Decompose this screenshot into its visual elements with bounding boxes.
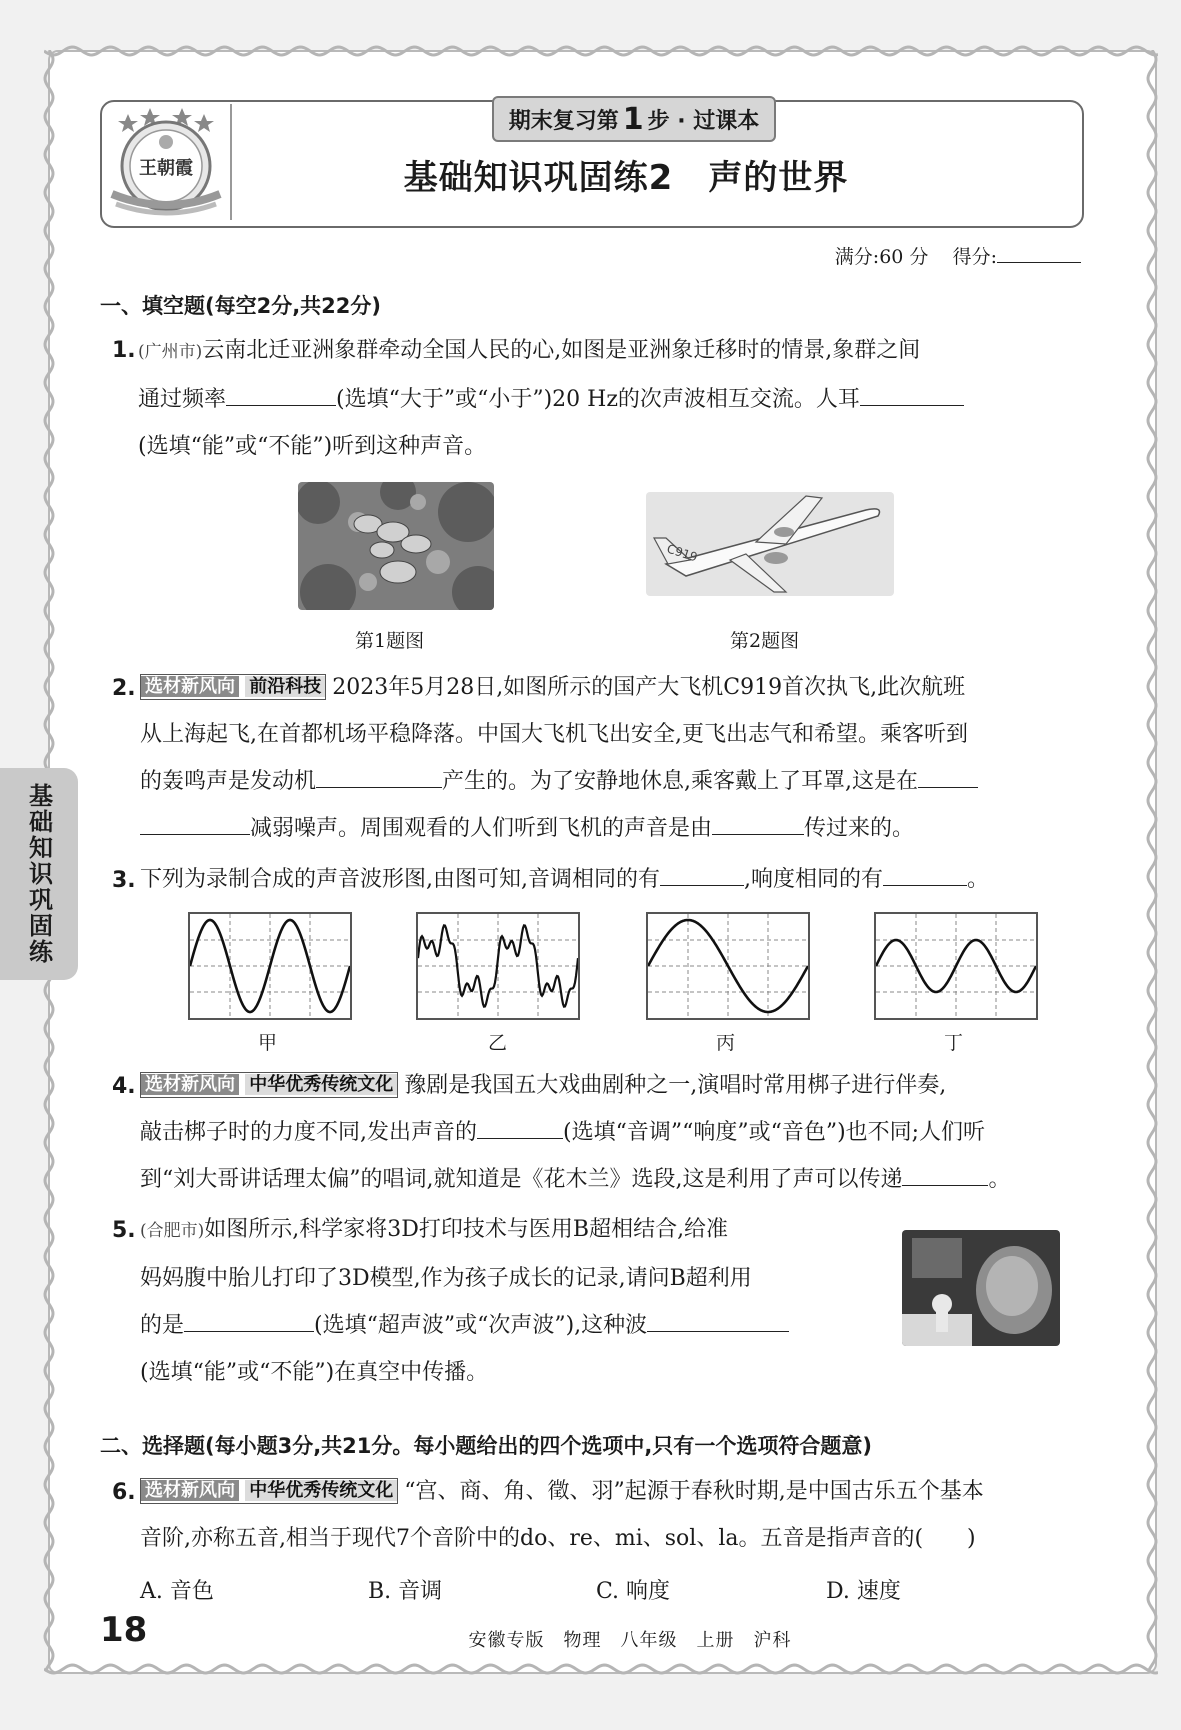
q1-number: 1. xyxy=(112,338,136,363)
q2-line1: 2023年5月28日,如图所示的国产大飞机C919首次执飞,此次航班 xyxy=(332,675,966,700)
q4-tag-topic: 中华优秀传统文化 xyxy=(245,1074,397,1095)
q2-tag xyxy=(140,674,326,700)
wave-label-ding: 丁 xyxy=(944,1032,964,1054)
section-1-heading: 一、填空题(每空2分,共22分) xyxy=(100,294,382,318)
q1-blank-1[interactable] xyxy=(226,381,336,406)
q6-tag-label: 选材新风向 xyxy=(141,1480,239,1501)
q1-line2a: 通过频率 xyxy=(138,387,227,412)
q2-tag-label: 选材新风向 xyxy=(141,676,239,697)
waveform-ding xyxy=(874,912,1038,1020)
q2-blank-1[interactable] xyxy=(316,763,442,788)
wave-label-jia: 甲 xyxy=(258,1032,278,1054)
waveform-jia xyxy=(188,912,352,1020)
step-prefix: 期末复习第 xyxy=(508,108,619,134)
q5-source: (合肥市) xyxy=(140,1221,205,1241)
waveform-bing xyxy=(646,912,810,1020)
plane-registration-text: C919 xyxy=(665,541,700,565)
q6-tag-topic: 中华优秀传统文化 xyxy=(245,1480,397,1501)
question-5 xyxy=(140,1206,900,1396)
score-line xyxy=(835,242,1081,269)
q2-line4a: 减弱噪声。周围观看的人们听到飞机的声音是由 xyxy=(250,816,713,841)
q2-line3b: 产生的。为了安静地休息,乘客戴上了耳罩,这是在 xyxy=(442,769,919,794)
q1-blank-2[interactable] xyxy=(860,381,964,406)
question-4 xyxy=(140,1062,1090,1203)
option-a[interactable]: A. 音色 xyxy=(140,1579,214,1604)
logo-text: 王朝霞 xyxy=(139,158,193,179)
right-wave-border xyxy=(1145,50,1159,1670)
q4-blank-2[interactable] xyxy=(902,1161,988,1186)
q4-blank-1[interactable] xyxy=(477,1114,563,1139)
question-3 xyxy=(140,856,1090,903)
q5-line2: 妈妈腹中胎儿打印了3D模型,作为孩子成长的记录,请问B超利用 xyxy=(140,1266,752,1291)
question-1 xyxy=(138,327,1088,470)
bottom-wave-border xyxy=(44,1662,1158,1676)
q4-line1: 豫剧是我国五大戏曲剧种之一,演唱时常用梆子进行伴奏, xyxy=(404,1073,947,1098)
c919-airplane-photo xyxy=(646,492,894,596)
q4-line2a: 敲击梆子时的力度不同,发出声音的 xyxy=(140,1120,477,1145)
elephant-herd-photo xyxy=(298,482,494,610)
q2-tag-topic: 前沿科技 xyxy=(245,676,325,697)
q3-line1a: 下列为录制合成的声音波形图,由图可知,音调相同的有 xyxy=(140,867,660,892)
fig2-caption: 第2题图 xyxy=(730,630,800,652)
q5-line3b: (选填“超声波”或“次声波”),这种波 xyxy=(314,1313,648,1338)
q2-line3a: 的轰鸣声是发动机 xyxy=(140,769,317,794)
q4-line3b: 。 xyxy=(988,1167,1011,1192)
q2-number: 2. xyxy=(112,676,136,701)
q1-line3: (选填“能”或“不能”)听到这种声音。 xyxy=(138,434,487,459)
side-section-tab: 基础知识巩固练 xyxy=(0,768,78,980)
q4-tag-label: 选材新风向 xyxy=(141,1074,239,1095)
q2-line2: 从上海起飞,在首都机场平稳降落。中国大飞机飞出安全,更飞出志气和希望。乘客听到 xyxy=(140,722,968,747)
score-label: 得分: xyxy=(952,246,997,268)
q5-number: 5. xyxy=(112,1218,136,1243)
question-2 xyxy=(140,664,1090,852)
q4-line2b: (选填“音调”“响度”或“音色”)也不同;人们听 xyxy=(563,1120,986,1145)
q6-number: 6. xyxy=(112,1480,136,1505)
q5-line4: (选填“能”或“不能”)在真空中传播。 xyxy=(140,1360,489,1385)
question-6 xyxy=(140,1468,1090,1562)
q1-line1: 云南北迁亚洲象群牵动全国人民的心,如图是亚洲象迁移时的情景,象群之间 xyxy=(202,338,921,363)
fig1-caption: 第1题图 xyxy=(355,630,425,652)
q5-line1: 如图所示,科学家将3D打印技术与医用B超相结合,给准 xyxy=(204,1217,729,1242)
page-title: 基础知识巩固练2 声的世界 xyxy=(403,158,849,198)
q5-line3a: 的是 xyxy=(140,1313,185,1338)
q2-line4b: 传过来的。 xyxy=(804,816,915,841)
q5-blank-2[interactable] xyxy=(647,1307,789,1332)
q3-blank-2[interactable] xyxy=(883,861,967,886)
q4-line3a: 到“刘大哥讲话理太偏”的唱词,就知道是《花木兰》选段,这是利用了声可以传递 xyxy=(140,1167,903,1192)
step-tab xyxy=(492,96,776,142)
brand-logo-seal xyxy=(106,106,226,218)
full-score: 满分:60 分 xyxy=(834,246,929,268)
waveform-yi xyxy=(416,912,580,1020)
q6-tag xyxy=(140,1478,398,1504)
q2-blank-2a[interactable] xyxy=(918,763,978,788)
q2-blank-3[interactable] xyxy=(712,810,804,835)
option-c[interactable]: C. 响度 xyxy=(596,1579,671,1604)
q4-number: 4. xyxy=(112,1074,136,1099)
q6-line1: “宫、商、角、徵、羽”起源于春秋时期,是中国古乐五个基本 xyxy=(404,1479,984,1504)
wave-label-bing: 丙 xyxy=(716,1032,736,1054)
section-2-heading: 二、选择题(每小题3分,共21分。每小题给出的四个选项中,只有一个选项符合题意) xyxy=(100,1434,872,1458)
page-number: 18 xyxy=(100,1610,148,1650)
q6-line2: 音阶,亦称五音,相当于现代7个音阶中的do、re、mi、sol、la。五音是指声音的( ) xyxy=(140,1526,976,1551)
q1-source: (广州市) xyxy=(138,342,203,362)
3d-printed-fetus-photo xyxy=(902,1230,1060,1346)
step-suffix: 步 · 过课本 xyxy=(647,108,760,134)
q4-tag xyxy=(140,1072,398,1098)
score-blank[interactable] xyxy=(997,262,1081,263)
wave-label-yi: 乙 xyxy=(488,1032,508,1054)
q5-blank-1[interactable] xyxy=(184,1307,314,1332)
q3-blank-1[interactable] xyxy=(660,861,744,886)
q2-blank-2b[interactable] xyxy=(140,810,250,835)
option-d[interactable]: D. 速度 xyxy=(826,1579,901,1604)
option-b[interactable]: B. 音调 xyxy=(368,1579,443,1604)
footer-text: 安徽专版 物理 八年级 上册 沪科 xyxy=(468,1630,792,1651)
q3-line1c: 。 xyxy=(967,867,990,892)
q1-line2b: (选填“大于”或“小于”)20 Hz的次声波相互交流。人耳 xyxy=(336,387,860,412)
q3-line1b: ,响度相同的有 xyxy=(744,867,883,892)
q3-number: 3. xyxy=(112,868,136,893)
top-wave-border xyxy=(44,44,1158,58)
step-number: 1 xyxy=(622,101,644,137)
